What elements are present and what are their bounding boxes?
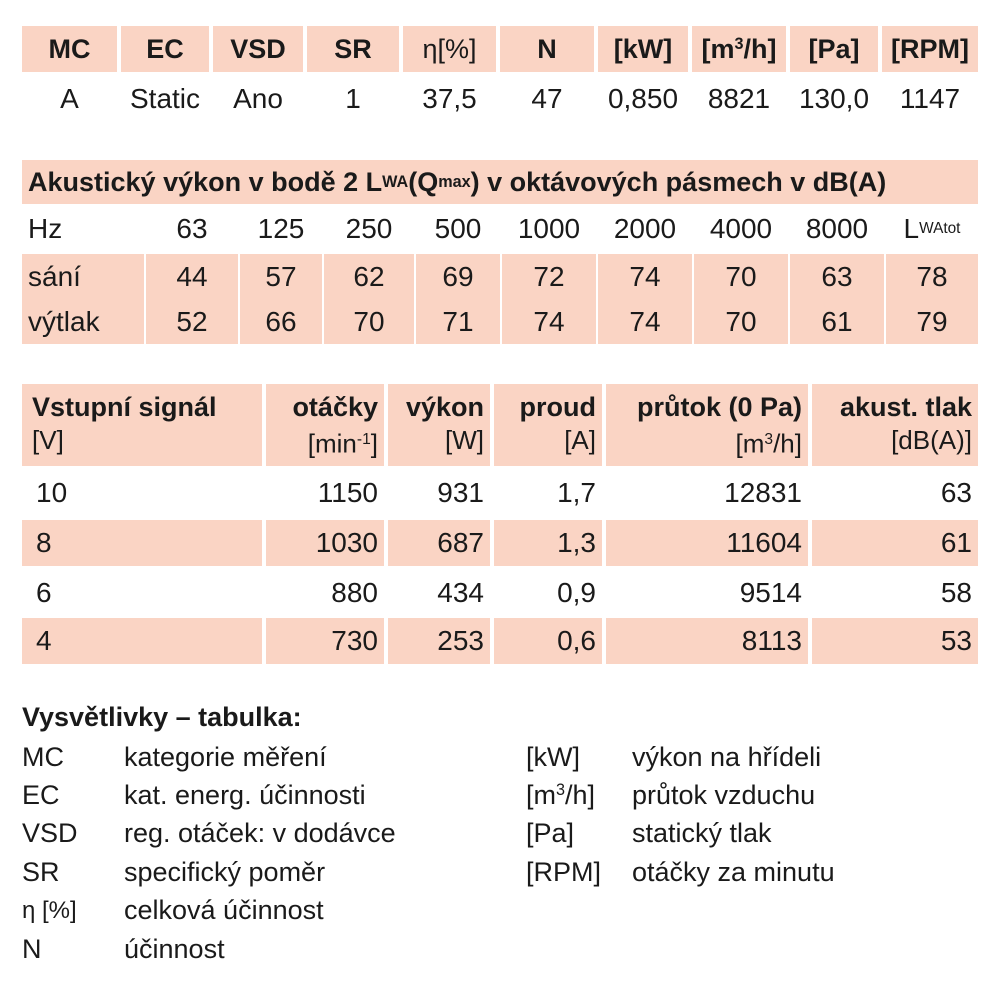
value-cell-n: 47 — [531, 83, 563, 114]
vykon-cell: 434 — [437, 577, 484, 608]
value-cell-eta: 37,5 — [422, 83, 477, 114]
vytlak-500: 71 — [442, 305, 474, 337]
header-proud — [494, 384, 602, 466]
header-cell-rpm: [RPM] — [882, 26, 978, 72]
header-prutok-unit-sup: 3 — [764, 431, 774, 448]
prutok-cell: 9514 — [739, 577, 802, 608]
header-prutok-unit-end: /h] — [773, 428, 802, 459]
acoustic-title-part2: (Q — [408, 166, 439, 197]
legend-desc-n: účinnost — [124, 934, 225, 964]
vytlak-2000: 74 — [629, 305, 661, 337]
header-cell-m3h — [692, 26, 786, 72]
legend-key-mc: MC — [22, 742, 64, 772]
signal-cell: 6 — [36, 577, 52, 608]
legend-desc-ec: kat. energ. účinnosti — [124, 780, 366, 810]
legend-desc-m3h: průtok vzduchu — [632, 780, 816, 810]
legend-key-m3h — [526, 780, 595, 811]
header-cell-n: N — [500, 26, 594, 72]
header-cell-m3h-text: $[m^3/h]$ — [701, 33, 777, 64]
row-label-vytlak: výtlak — [28, 305, 100, 337]
band-2000: 2000 — [613, 213, 677, 244]
row-label-sani: sání — [28, 260, 81, 292]
prutok-cell: 11604 — [606, 520, 808, 566]
vykon-cell: 253 — [388, 618, 490, 664]
value-cell-mc: A — [60, 83, 79, 114]
header-otacky — [266, 384, 384, 466]
signal-cell: 4 — [22, 618, 262, 664]
signal-cell: 10 — [36, 477, 68, 508]
band-500: 500 — [434, 213, 482, 244]
hz-label: Hz — [28, 213, 63, 244]
acoustic-title-sub1: WA — [382, 172, 409, 191]
legend-key-vsd: VSD — [22, 818, 78, 848]
vykon-cell: 687 — [388, 520, 490, 566]
row-labels — [22, 254, 144, 344]
header-prutok-unit — [736, 424, 803, 460]
value-cell-vsd: Ano — [233, 83, 283, 114]
legend-key-rpm: [RPM] — [526, 857, 602, 887]
acoustic-title-part1: Akustický výkon v bodě 2 L — [28, 166, 383, 197]
band-63: 63 — [176, 213, 208, 244]
legend-key-eta: η [%] — [22, 897, 77, 924]
header-vykon-title: výkon — [405, 392, 484, 422]
header-proud-title: proud — [519, 392, 596, 422]
signal-cell: 8 — [22, 520, 262, 566]
header-akust-tlak-title: akust. tlak — [839, 392, 972, 422]
band-total-label — [886, 206, 978, 252]
proud-cell: 1,3 — [494, 520, 602, 566]
header-otacky-unit-sup: -1 — [356, 431, 371, 448]
sani-500: 69 — [442, 260, 474, 292]
akust-tlak-cell: 61 — [812, 520, 978, 566]
vytlak-250: 70 — [353, 305, 385, 337]
legend-key-pa: [Pa] — [526, 818, 575, 848]
header-akust-tlak-unit: [dB(A)] — [891, 425, 972, 455]
acoustic-title — [22, 160, 978, 204]
legend-desc-sr: specifický poměr — [124, 857, 326, 887]
akust-tlak-cell: 53 — [812, 618, 978, 664]
band-125: 125 — [257, 213, 305, 244]
vytlak-125: 66 — [265, 305, 297, 337]
header-cell-pa: [Pa] — [790, 26, 878, 72]
legend-desc-eta: celková účinnost — [124, 895, 324, 925]
sani-total: 78 — [916, 260, 948, 292]
vytlak-4000: 70 — [725, 305, 757, 337]
header-akust-tlak — [812, 384, 978, 466]
proud-cell: 0,9 — [557, 577, 596, 608]
vykon-cell: 931 — [437, 477, 484, 508]
sani-250: 62 — [353, 260, 385, 292]
otacky-cell: 1150 — [317, 477, 378, 508]
header-cell-eta: η[%] — [403, 26, 496, 72]
header-vykon — [388, 384, 490, 466]
legend-desc-rpm: otáčky za minutu — [632, 857, 835, 887]
legend-key-sr: SR — [22, 857, 60, 887]
proud-cell: 1,7 — [557, 477, 596, 508]
header-otacky-unit-end: ] — [370, 428, 378, 459]
legend-desc-pa: statický tlak — [632, 818, 772, 848]
akust-tlak-cell: 63 — [940, 477, 972, 508]
band-8000: 8000 — [805, 213, 869, 244]
legend-title: Vysvětlivky – tabulka: — [22, 702, 302, 732]
legend-key-n: N — [22, 934, 42, 964]
sani-1000: 72 — [533, 260, 565, 292]
header-otacky-unit — [308, 424, 378, 460]
header-vstupni-signal-title: Vstupní signál — [32, 392, 217, 422]
header-vstupni-signal-unit: [V] — [32, 425, 64, 455]
sani-8000: 63 — [821, 260, 853, 292]
sani-63: 44 — [176, 260, 208, 292]
vytlak-63: 52 — [176, 305, 208, 337]
value-cell-kw: 0,850 — [607, 83, 679, 114]
header-vykon-unit: [W] — [445, 425, 484, 455]
proud-cell: 0,6 — [494, 618, 602, 664]
legend-desc-mc: kategorie měření — [124, 742, 327, 772]
otacky-cell: 880 — [331, 577, 378, 608]
header-prutok — [606, 384, 808, 466]
prutok-cell: 12831 — [724, 477, 802, 508]
total-label-sub: WAtot — [919, 220, 961, 237]
value-cell-sr: 1 — [345, 83, 361, 114]
value-cell-rpm: 1147 — [899, 83, 961, 114]
header-otacky-unit-main: [min — [307, 428, 357, 459]
header-proud-unit: [A] — [564, 425, 596, 455]
header-cell-mc: MC — [22, 26, 117, 72]
header-cell-ec: EC — [121, 26, 209, 72]
header-cell-sr: SR — [307, 26, 399, 72]
otacky-cell: 730 — [266, 618, 384, 664]
band-1000: 1000 — [517, 213, 581, 244]
legend-key-ec: EC — [22, 780, 60, 810]
value-cell-m3h: 8821 — [707, 83, 771, 114]
vytlak-1000: 74 — [533, 305, 565, 337]
band-4000: 4000 — [709, 213, 773, 244]
header-vstupni-signal — [22, 384, 262, 466]
value-cell-ec: Static — [129, 83, 201, 114]
legend-key-kw: [kW] — [526, 742, 580, 772]
vytlak-total: 79 — [916, 305, 948, 337]
legend-key-m3h-text: $[m^3/h]$ — [526, 780, 596, 810]
otacky-cell: 1030 — [266, 520, 384, 566]
header-cell-kw: [kW] — [598, 26, 688, 72]
header-prutok-unit-main: [m — [735, 428, 765, 459]
prutok-cell: 8113 — [606, 618, 808, 664]
legend-desc-kw: výkon na hřídeli — [632, 742, 822, 772]
acoustic-title-part3: ) v oktávových pásmech v dB(A) — [470, 166, 887, 197]
akust-tlak-cell: 58 — [940, 577, 972, 608]
sani-4000: 70 — [725, 260, 757, 292]
header-prutok-title: průtok (0 Pa) — [636, 392, 802, 422]
header-otacky-title: otáčky — [292, 392, 378, 422]
legend-desc-vsd: reg. otáček: v dodávce — [124, 818, 396, 848]
header-cell-vsd: VSD — [213, 26, 303, 72]
vytlak-8000: 61 — [821, 305, 853, 337]
band-250: 250 — [345, 213, 393, 244]
sani-125: 57 — [265, 260, 297, 292]
sani-2000: 74 — [629, 260, 661, 292]
acoustic-title-sub2: max — [438, 172, 471, 191]
total-label-main: L — [903, 213, 920, 244]
value-cell-pa: 130,0 — [798, 83, 870, 114]
